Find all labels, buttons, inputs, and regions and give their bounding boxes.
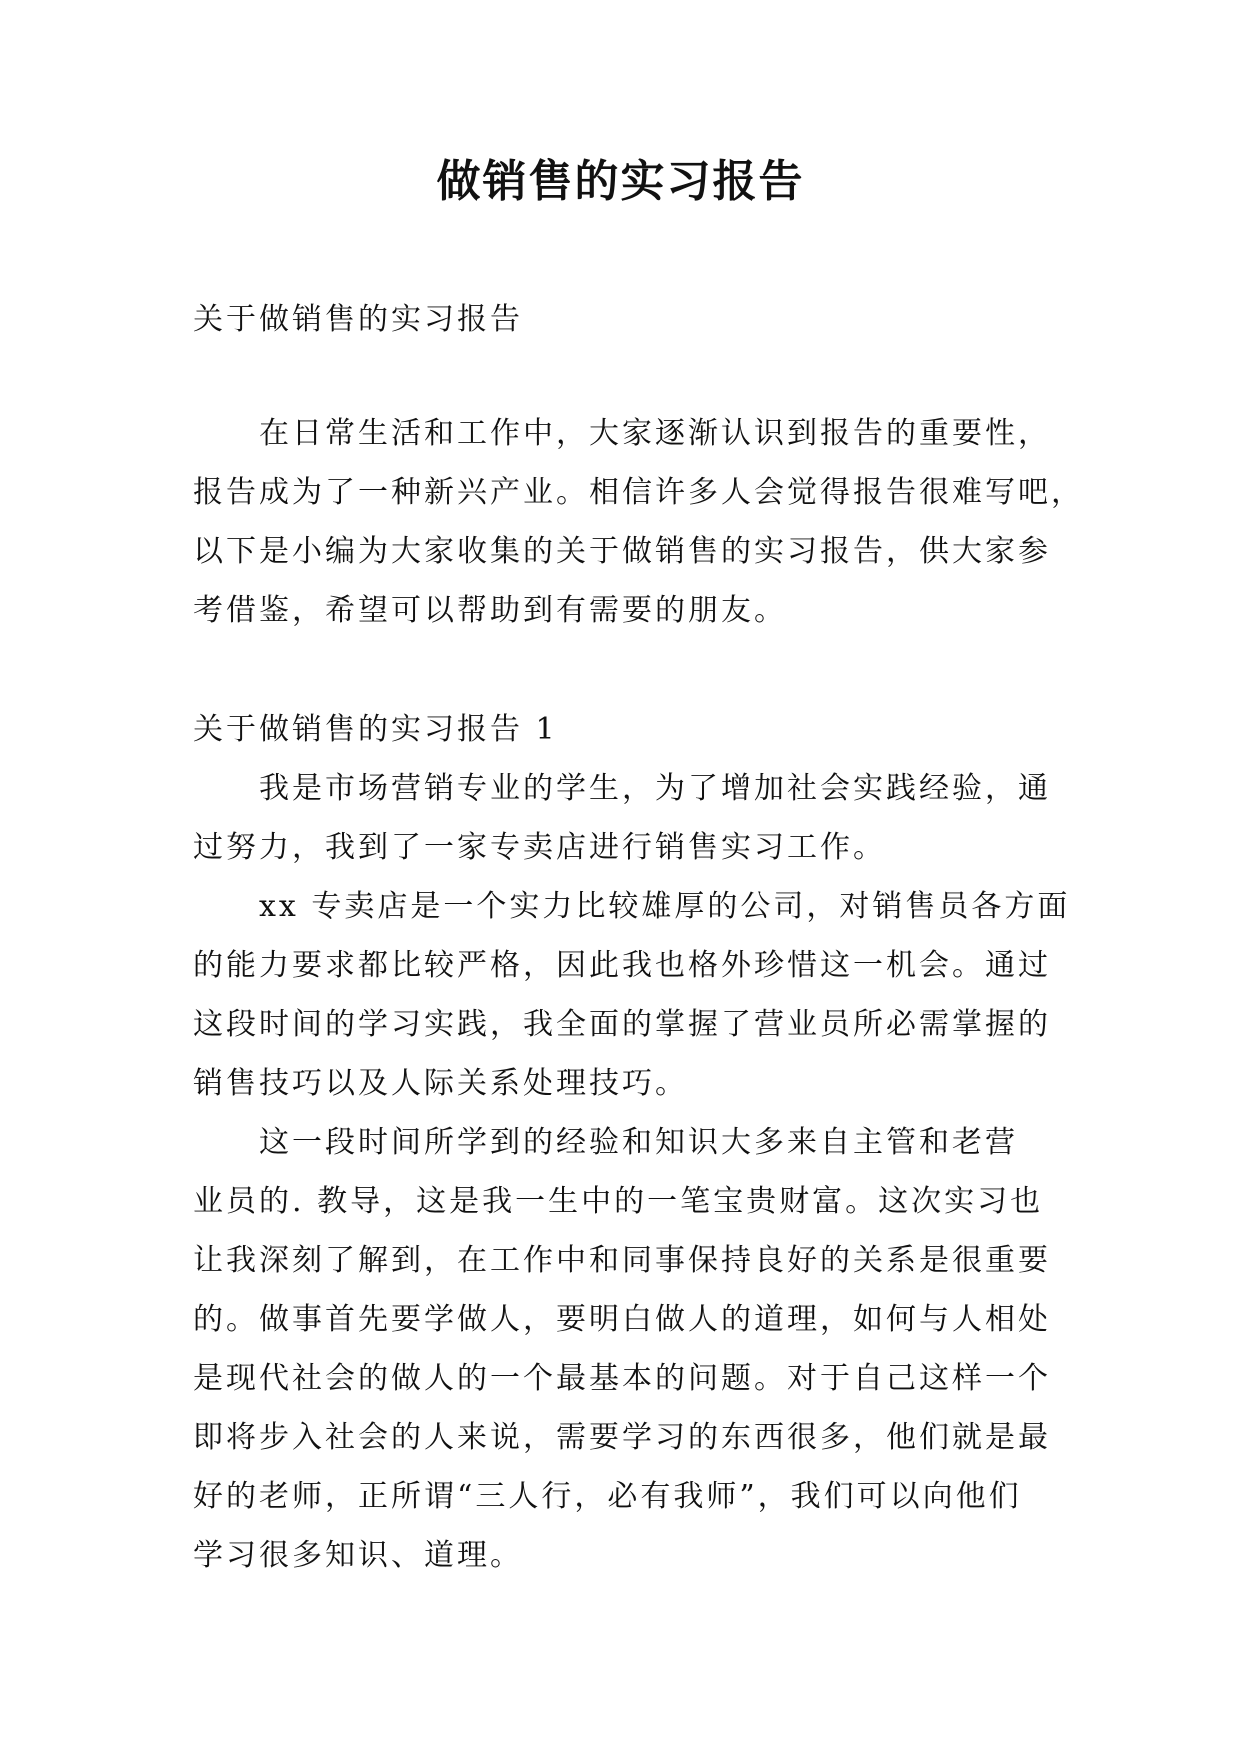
intro-line: 在日常生活和工作中，大家逐渐认识到报告的重要性， (259, 416, 1051, 451)
paragraph-line: 业员的. 教导，这是我一生中的一笔宝贵财富。这次实习也 (193, 1184, 1044, 1219)
paragraph-line: 学习很多知识、道理。 (193, 1538, 523, 1573)
intro-line: 报告成为了一种新兴产业。相信许多人会觉得报告很难写吧， (193, 475, 1084, 510)
section-heading: 关于做销售的实习报告 1 (193, 712, 558, 747)
paragraph-line: 这段时间的学习实践，我全面的掌握了营业员所必需掌握的 (193, 1007, 1051, 1042)
paragraph-line: xx 专卖店是一个实力比较雄厚的公司，对销售员各方面 (259, 889, 1071, 924)
paragraph-line: 让我深刻了解到，在工作中和同事保持良好的关系是很重要 (193, 1243, 1051, 1278)
document-subtitle (193, 290, 1053, 349)
paragraph-line: 过努力，我到了一家专卖店进行销售实习工作。 (193, 830, 886, 865)
paragraph-line: 是现代社会的做人的一个最基本的问题。对于自己这样一个 (193, 1361, 1051, 1396)
paragraph-line: 的能力要求都比较严格，因此我也格外珍惜这一机会。通过 (193, 948, 1051, 983)
document-title: 做销售的实习报告 (436, 156, 805, 207)
paragraph-line: 即将步入社会的人来说，需要学习的东西很多，他们就是最 (193, 1420, 1051, 1455)
paragraph-line: 我是市场营销专业的学生，为了增加社会实践经验，通 (259, 771, 1051, 806)
section-1 (193, 700, 1071, 1585)
paragraph-line: 这一段时间所学到的经验和知识大多来自主管和老营 (259, 1125, 1018, 1160)
paragraph-line: 销售技巧以及人际关系处理技巧。 (193, 1066, 688, 1101)
subtitle-line: 关于做销售的实习报告 (193, 302, 523, 337)
intro-line: 考借鉴，希望可以帮助到有需要的朋友。 (193, 593, 787, 628)
intro-paragraph (193, 404, 1084, 640)
paragraph-line: 好的老师，正所谓“三人行，必有我师”，我们可以向他们 (193, 1479, 1022, 1514)
paragraph-line: 的。做事首先要学做人，要明白做人的道理，如何与人相处 (193, 1302, 1051, 1337)
intro-line: 以下是小编为大家收集的关于做销售的实习报告，供大家参 (193, 534, 1051, 569)
